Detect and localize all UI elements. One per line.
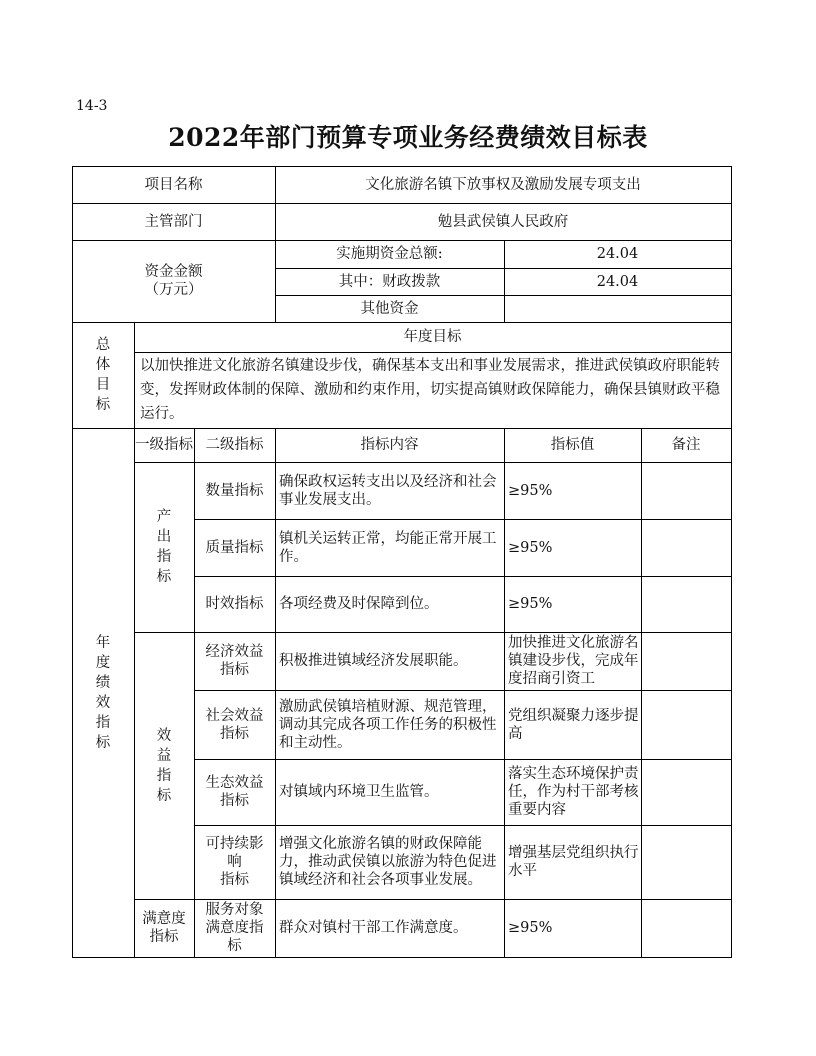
overall-goal-label: 总 体 目 标: [95, 337, 111, 413]
level2-indicator: 可持续影 响 指标: [205, 836, 264, 888]
indicator-content: 各项经费及时保障到位。: [279, 596, 439, 612]
fund-fiscal-value: 24.04: [596, 273, 639, 290]
indicator-content: 对镇域内环境卫生监管。: [279, 784, 439, 800]
project-name-value: 文化旅游名镇下放事权及激励发展专项支出: [365, 176, 641, 193]
annual-goal-text: 以加快推进文化旅游名镇建设步伐，确保基本支出和事业发展需求，推进武侯镇政府职能转变，发挥财政体制的保障、激励和约束作用，切实提高镇财政保障能力，确保县镇财政平稳运行。: [140, 358, 720, 422]
indicator-content: 激励武侯镇培植财源、规范管理，调动其完成各项工作任务的积极性和主动性。: [279, 698, 497, 751]
level2-indicator: 时效指标: [205, 596, 264, 612]
indicator-content: 增强文化旅游名镇的财政保障能力，推动武侯镇以旅游为特色促进镇域经济和社会各项事业发展。: [279, 836, 497, 888]
fund-other-label: 其他资金: [360, 300, 419, 317]
fund-amount-label: [72, 240, 275, 322]
indicator-value: ≥95%: [508, 920, 553, 936]
indicator-content: 积极推进镇域经济发展职能。: [279, 653, 468, 669]
annual-goal-header: 年度目标: [403, 329, 462, 345]
fund-fiscal-label: 其中：财政拨款: [338, 273, 441, 290]
indicator-remark: [641, 759, 731, 825]
indicator-value: 落实生态环境保护责任，作为村干部考核重要内容: [508, 766, 639, 818]
indicator-remark: [641, 825, 731, 899]
header-level1: 一级指标: [135, 437, 193, 453]
level2-indicator: 数量指标: [205, 482, 264, 499]
document-code: 14-3: [76, 98, 108, 114]
indicator-value: ≥95%: [508, 596, 553, 612]
project-name-label: 项目名称: [144, 176, 203, 193]
indicator-value: 加快推进文化旅游名镇建设步伐，完成年度招商引资工: [508, 635, 639, 687]
indicator-value: 增强基层党组织执行水平: [508, 845, 639, 879]
fund-total-label: 实施期资金总额:: [336, 246, 443, 262]
indicator-remark: [641, 899, 731, 957]
header-level2: 二级指标: [205, 437, 264, 453]
indicator-value: 党组织凝聚力逐步提高: [508, 707, 639, 742]
annual-performance-label: 年 度 绩 效 指 标: [95, 634, 111, 751]
indicator-content: 镇机关运转正常，均能正常开展工作。: [279, 530, 497, 565]
indicator-remark: [641, 519, 731, 576]
indicator-remark: [641, 632, 731, 690]
fund-label-line1: 资金金额: [144, 264, 203, 280]
dept-label: 主管部门: [144, 213, 203, 230]
level2-indicator: 社会效益 指标: [205, 707, 264, 742]
level1-output-indicators: 产 出 指 标: [156, 509, 172, 585]
level2-indicator: 服务对象 满意度指 标: [205, 902, 264, 954]
indicator-value: ≥95%: [508, 539, 553, 556]
fund-label-line2: （万元）: [144, 282, 203, 298]
indicator-content: 群众对镇村干部工作满意度。: [279, 920, 468, 936]
level1-benefit-indicators: 效 益 指 标: [156, 727, 172, 804]
indicator-remark: [641, 576, 731, 632]
indicator-remark: [641, 462, 731, 519]
indicator-content: 确保政权运转支出以及经济和社会事业发展支出。: [279, 473, 497, 508]
page-title: 2022年部门预算专项业务经费绩效目标表: [168, 123, 648, 152]
level2-indicator: 质量指标: [205, 539, 264, 556]
level1-satisfaction-indicators: 满意度 指标: [142, 911, 186, 945]
indicator-remark: [641, 690, 731, 759]
fund-total-value: 24.04: [596, 246, 639, 262]
dept-value: 勉县武侯镇人民政府: [437, 213, 569, 230]
level2-indicator: 生态效益 指标: [205, 775, 264, 809]
fund-other-value: [504, 295, 731, 322]
header-content: 指标内容: [360, 437, 419, 453]
header-remark: 备注: [671, 437, 701, 453]
level2-indicator: 经济效益 指标: [205, 644, 264, 678]
header-value: 指标值: [550, 437, 595, 453]
indicator-value: ≥95%: [508, 482, 553, 499]
